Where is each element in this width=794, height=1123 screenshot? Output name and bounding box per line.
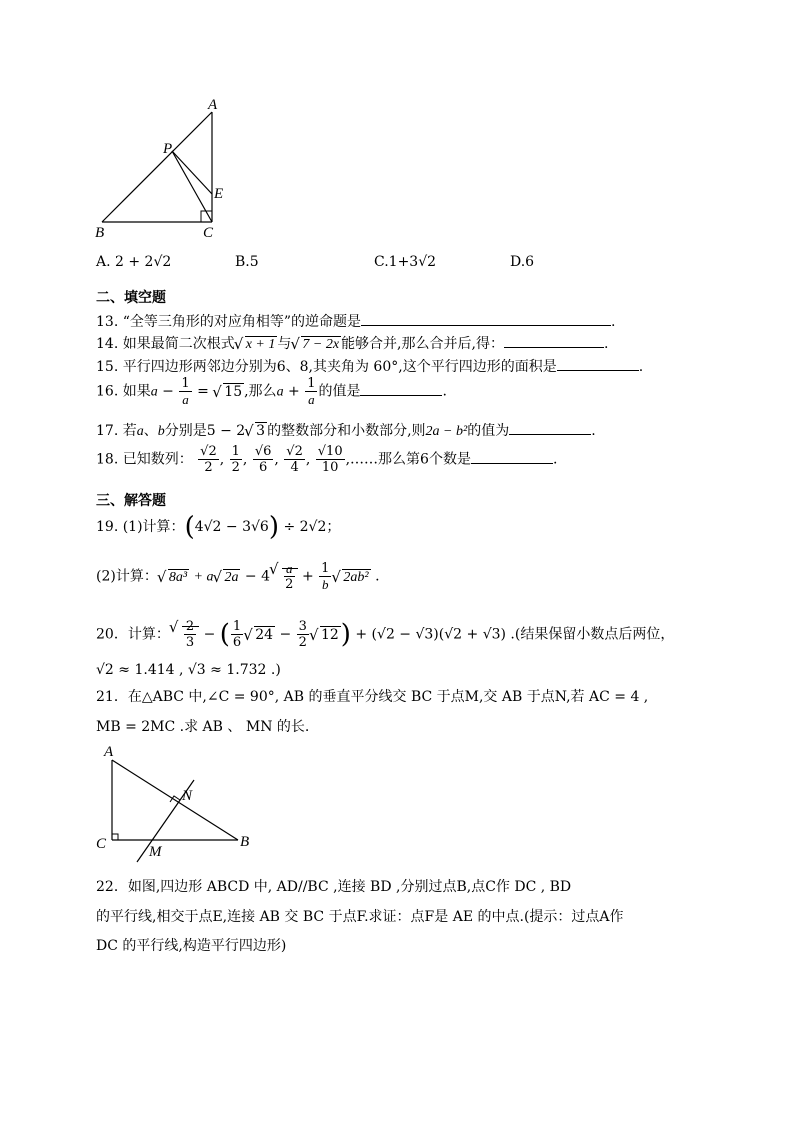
answer-blank	[361, 325, 611, 326]
label-B: B	[95, 225, 105, 241]
label-C: C	[96, 836, 107, 852]
sequence-term: $\frac{√10}{10}$	[317, 444, 343, 475]
option-b: B.5	[235, 254, 259, 270]
triangle-figure-2	[90, 742, 260, 867]
question-20-line-2: √2 ≈ 1.414 , √3 ≈ 1.732 .)	[96, 662, 281, 678]
sequence-term: $\frac{√2}{4}$	[286, 444, 303, 475]
label-A: A	[104, 744, 114, 760]
label-M: M	[149, 844, 162, 860]
question-21-line-2: MB = 2MC .求 AB 、 MN 的长.	[96, 719, 310, 735]
label-C: C	[203, 225, 214, 241]
label-E: E	[214, 186, 224, 202]
label-P: P	[163, 141, 173, 157]
sequence-term: $\frac{√6}{6}$	[254, 444, 272, 475]
question-19-part-2: (2)计算：√ 8a³ + a√ 2a − 4 √ $\frac{a}{2}$ + $\frac{1}{b}$ √ 2ab² .	[96, 561, 380, 592]
label-B: B	[240, 834, 250, 850]
question-17: 17. 若a、b分别是5 − 2√ 3 的整数部分和小数部分,则2a − b²的值为 .	[96, 420, 596, 440]
question-13: 13. “全等三角形的对应角相等”的逆命题是 .	[96, 314, 616, 330]
answer-blank	[360, 395, 442, 396]
question-20: 20．计算： √ $\frac{2}{3}$ − ( $\frac{1}{6}$ √ 24 − $\frac{3}{2}$ √ 12) + (√2 − √3)(√2 + √3) .(结果保留小数点后两位，	[96, 619, 674, 650]
radical-2: √ 7 − 2x	[291, 336, 341, 353]
option-a: A. 2 + 2√2	[96, 254, 172, 270]
fraction: $\frac{1}{a}$	[181, 376, 190, 407]
triangle-figure-1	[90, 95, 240, 245]
question-22-line-3: DC 的平行线,构造平行四边形)	[96, 938, 287, 954]
question-19-part-1: 19. (1)计算：(4√2 − 3√6) ÷ 2√2；	[96, 512, 341, 542]
fraction: $\frac{1}{a}$	[307, 376, 316, 407]
sequence-term: $\frac{√2}{2}$	[200, 444, 217, 475]
section-2-title: 二、填空题	[96, 290, 166, 306]
label-A: A	[208, 97, 218, 113]
section-3-title: 三、解答题	[96, 493, 166, 509]
option-c-value: 1+3√2	[388, 254, 437, 270]
radical-1: √ x + 1	[235, 336, 278, 353]
label-N: N	[182, 788, 193, 804]
question-14: 14. 如果最简二次根式√ x + 1 与√ 7 − 2x 能够合并,那么合并后,得： .	[96, 333, 608, 353]
sequence-term: $\frac{1}{2}$	[231, 444, 240, 475]
answer-blank	[509, 434, 591, 435]
option-c: C.1+3√2	[374, 254, 437, 270]
option-d: D.6	[510, 254, 535, 270]
answer-blank	[471, 463, 553, 464]
question-15: 15. 平行四边形两邻边分别为6、8,其夹角为 60°,这个平行四边形的面积是 .	[96, 359, 644, 375]
question-16: 16. 如果a − $\frac{1}{a}$ = √ 15 ,那么a + $\frac{1}{a}$ 的值是 .	[96, 376, 447, 407]
question-21-line-1: 21．在△ABC 中,∠C = 90°, AB 的垂直平分线交 BC 于点M,交 AB 于点N,若 AC = 4 ,	[96, 689, 649, 705]
answer-blank	[557, 370, 639, 371]
option-a-value: 2 + 2√2	[115, 254, 172, 270]
answer-blank	[504, 347, 604, 348]
question-22-line-2: 的平行线,相交于点E,连接 AB 交 BC 于点F.求证：点F是 AE 的中点.(提示：过点A作	[96, 909, 624, 925]
question-22-line-1: 22．如图,四边形 ABCD 中, AD//BC ,连接 BD ,分别过点B,点C作 DC , BD	[96, 879, 572, 895]
question-18: 18. 已知数列： $\frac{√2}{2}$ , $\frac{1}{2}$ , $\frac{√6}{6}$ , $\frac{√2}{4}$ , $\frac{√10}{10}$ ,……那么第6个数是 .	[96, 444, 558, 475]
